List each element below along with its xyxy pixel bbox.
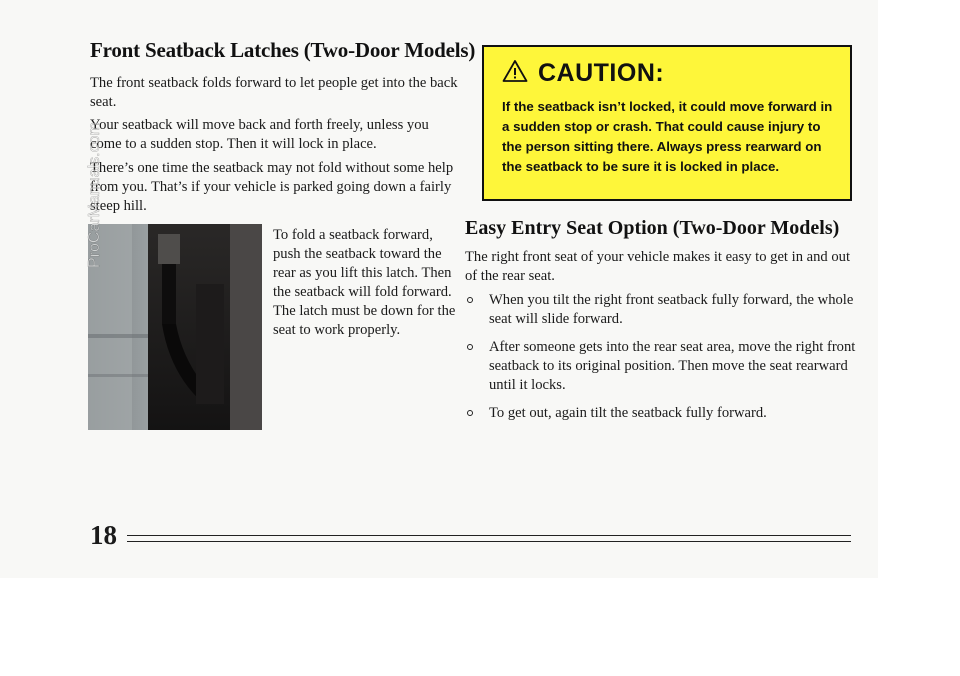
bullet-text: After someone gets into the rear seat area, move the right front seatback to its original position. Then move the seat rearward until it locks. — [489, 339, 856, 393]
paragraph-moves-freely: Your seatback will move back and forth freely, unless you come to a sudden stop. Then it will lock in place. — [90, 117, 429, 152]
easy-entry-intro: The right front seat of your vehicle makes it easy to get in and out of the rear seat. — [465, 249, 851, 284]
easy-entry-seat-heading: Easy Entry Seat Option (Two-Door Models) — [465, 217, 840, 239]
list-item — [465, 338, 865, 395]
bullet-icon — [467, 344, 473, 350]
bullet-icon — [467, 297, 473, 303]
caution-text: If the seatback isn’t locked, it could move forward in a sudden stop or crash. That could cause injury to the person sitting there. Always press rearward on the seatback to be sure it is locked in place. — [502, 99, 833, 174]
footer-rule-bottom — [127, 541, 851, 542]
list-item — [465, 404, 865, 423]
front-seatback-latches-heading: Front Seatback Latches (Two-Door Models) — [90, 38, 476, 62]
caution-header — [502, 59, 664, 88]
list-item — [465, 291, 865, 329]
bullet-text: When you tilt the right front seatback fully forward, the whole seat will slide forward. — [489, 292, 854, 327]
warning-triangle-icon — [502, 59, 528, 88]
bullet-icon — [467, 410, 473, 416]
paragraph-steep-hill: There’s one time the seatback may not fold without some help from you. That’s if your vehicle is parked going down a fairly steep hill. — [90, 160, 454, 214]
caution-title: CAUTION: — [538, 59, 665, 87]
caution-box — [482, 45, 852, 201]
fold-seatback-instructions: To fold a seatback forward, push the seatback toward the rear as you lift this latch. Then the seatback will fold forward. The latch must be down for the seat to work properly. — [273, 227, 456, 338]
bullet-text: To get out, again tilt the seatback fully forward. — [489, 405, 767, 421]
footer-rule-top — [127, 535, 851, 536]
seatback-latch-image — [88, 224, 262, 430]
easy-entry-bullet-list — [465, 291, 865, 432]
paragraph-folds-forward: The front seatback folds forward to let people get into the back seat. — [90, 75, 458, 110]
watermark-text: ProCarManuals.com — [86, 122, 103, 268]
page-number: 18 — [90, 520, 117, 550]
seatback-latch-photo — [88, 224, 262, 430]
